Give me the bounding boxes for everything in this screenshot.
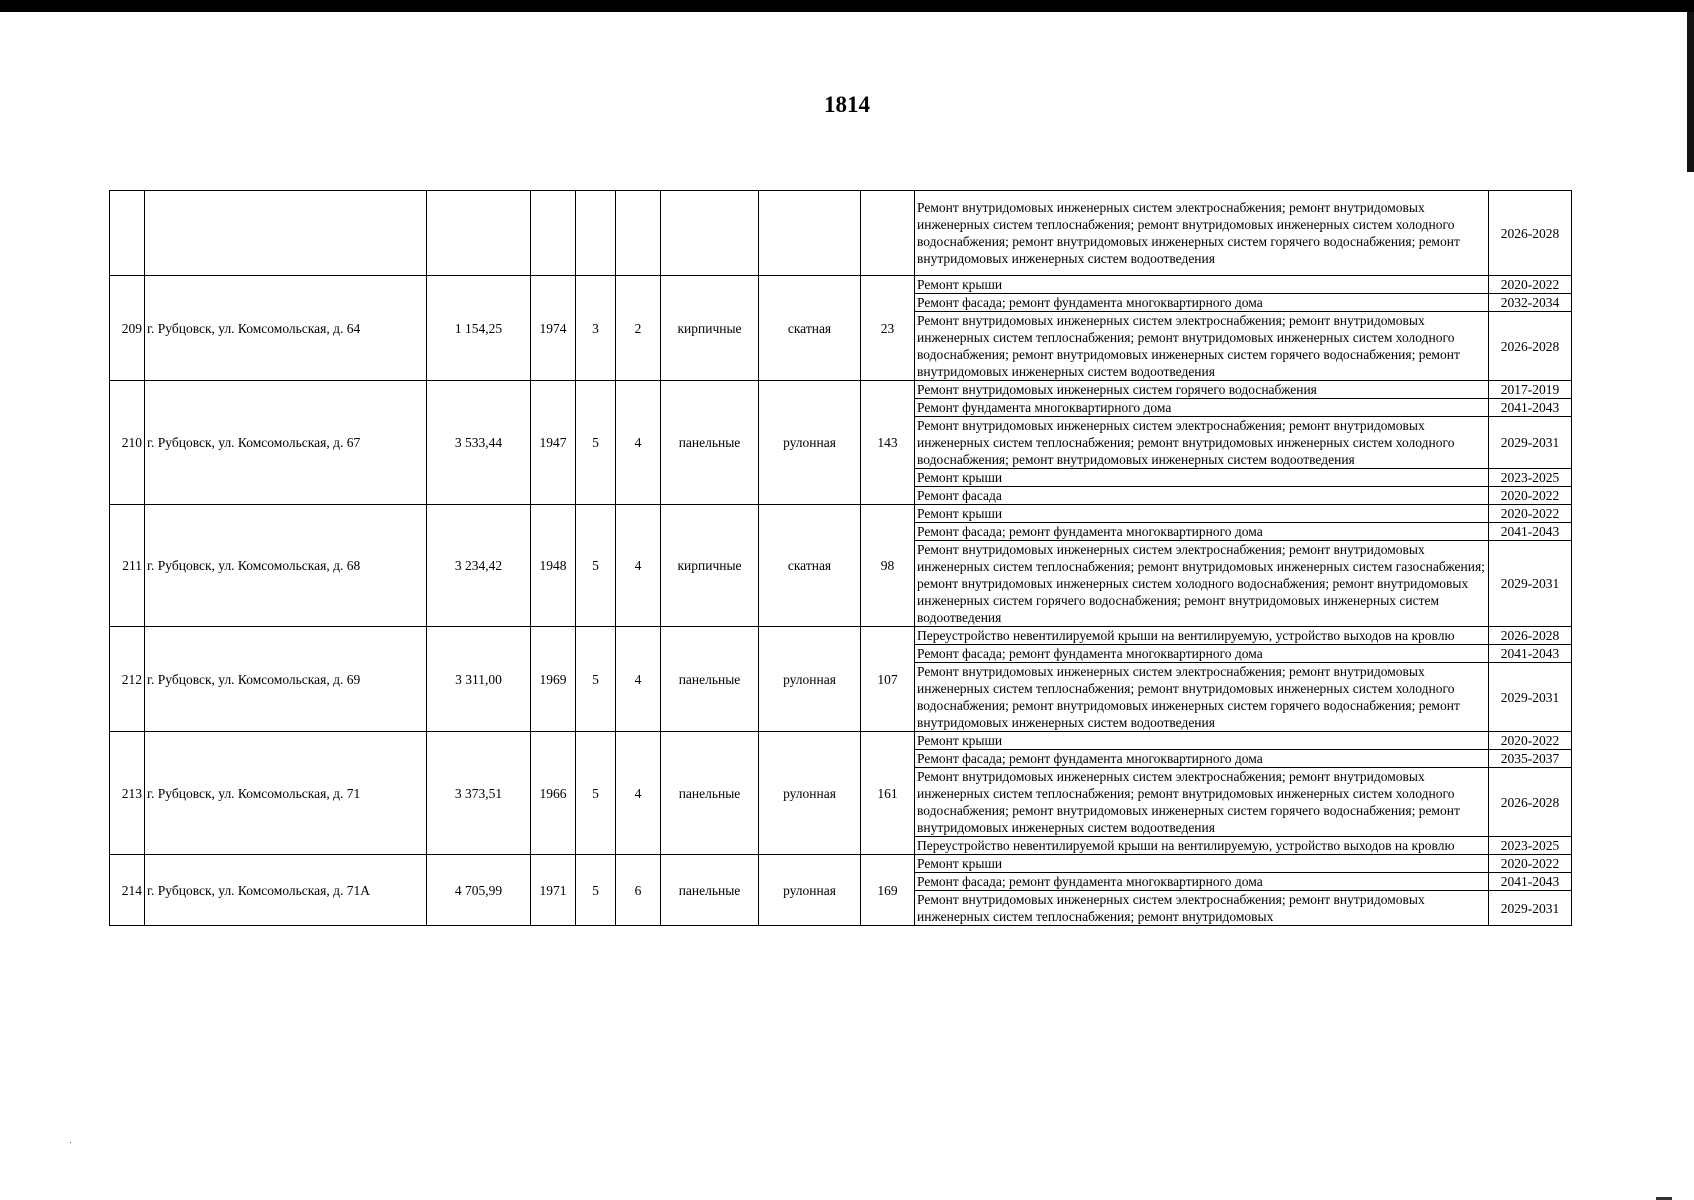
total-area: 1 154,25 <box>427 276 531 381</box>
row-number: 209 <box>110 276 145 381</box>
work-period: 2023-2025 <box>1489 837 1572 855</box>
row-number: 213 <box>110 732 145 855</box>
build-year: 1948 <box>531 505 576 627</box>
total-area: 3 533,44 <box>427 381 531 505</box>
empty-cell <box>427 191 531 276</box>
total-area: 3 234,42 <box>427 505 531 627</box>
work-period: 2029-2031 <box>1489 663 1572 732</box>
work-period: 2026-2028 <box>1489 312 1572 381</box>
building-address: г. Рубцовск, ул. Комсомольская, д. 64 <box>145 276 427 381</box>
work-period: 2026-2028 <box>1489 191 1572 276</box>
scan-speck <box>70 1142 71 1143</box>
work-period: 2041-2043 <box>1489 523 1572 541</box>
roof-type: рулонная <box>759 381 861 505</box>
work-period: 2017-2019 <box>1489 381 1572 399</box>
roof-type: скатная <box>759 276 861 381</box>
housing-repair-table <box>109 190 1572 926</box>
entrance-count: 4 <box>616 732 661 855</box>
work-period: 2041-2043 <box>1489 399 1572 417</box>
work-description: Ремонт крыши <box>915 855 1489 873</box>
building-address: г. Рубцовск, ул. Комсомольская, д. 71А <box>145 855 427 926</box>
row-number: 214 <box>110 855 145 926</box>
table-body <box>110 191 1572 926</box>
wall-material: панельные <box>661 381 759 505</box>
wall-material: панельные <box>661 732 759 855</box>
floor-count: 3 <box>576 276 616 381</box>
entrance-count: 6 <box>616 855 661 926</box>
resident-count: 161 <box>861 732 915 855</box>
empty-cell <box>759 191 861 276</box>
page-number: 1814 <box>824 92 870 117</box>
work-period: 2029-2031 <box>1489 541 1572 627</box>
table-row <box>110 191 1572 276</box>
roof-type: рулонная <box>759 627 861 732</box>
empty-cell <box>616 191 661 276</box>
roof-type: скатная <box>759 505 861 627</box>
work-period: 2020-2022 <box>1489 855 1572 873</box>
resident-count: 98 <box>861 505 915 627</box>
work-description: Ремонт внутридомовых инженерных систем электроснабжения; ремонт внутридомовых инженерных систем теплоснабжения; ремонт внутридомовых <box>915 891 1489 926</box>
work-description: Ремонт крыши <box>915 276 1489 294</box>
table-row <box>110 855 1572 873</box>
floor-count: 5 <box>576 627 616 732</box>
entrance-count: 2 <box>616 276 661 381</box>
total-area: 4 705,99 <box>427 855 531 926</box>
work-description: Ремонт фасада; ремонт фундамента многоквартирного дома <box>915 645 1489 663</box>
build-year: 1971 <box>531 855 576 926</box>
work-period: 2020-2022 <box>1489 276 1572 294</box>
entrance-count: 4 <box>616 505 661 627</box>
total-area: 3 311,00 <box>427 627 531 732</box>
work-period: 2026-2028 <box>1489 768 1572 837</box>
resident-count: 169 <box>861 855 915 926</box>
build-year: 1974 <box>531 276 576 381</box>
building-address: г. Рубцовск, ул. Комсомольская, д. 71 <box>145 732 427 855</box>
empty-cell <box>145 191 427 276</box>
entrance-count: 4 <box>616 381 661 505</box>
work-period: 2020-2022 <box>1489 505 1572 523</box>
work-period: 2041-2043 <box>1489 645 1572 663</box>
empty-cell <box>576 191 616 276</box>
resident-count: 107 <box>861 627 915 732</box>
work-period: 2020-2022 <box>1489 732 1572 750</box>
work-period: 2029-2031 <box>1489 417 1572 469</box>
work-period: 2023-2025 <box>1489 469 1572 487</box>
entrance-count: 4 <box>616 627 661 732</box>
floor-count: 5 <box>576 855 616 926</box>
work-description: Ремонт крыши <box>915 505 1489 523</box>
table-row <box>110 276 1572 294</box>
work-description: Ремонт фасада <box>915 487 1489 505</box>
table-row <box>110 381 1572 399</box>
row-number: 212 <box>110 627 145 732</box>
empty-cell <box>531 191 576 276</box>
work-description: Ремонт фасада; ремонт фундамента многоквартирного дома <box>915 873 1489 891</box>
work-description: Ремонт фундамента многоквартирного дома <box>915 399 1489 417</box>
work-description: Ремонт фасада; ремонт фундамента многоквартирного дома <box>915 523 1489 541</box>
building-address: г. Рубцовск, ул. Комсомольская, д. 68 <box>145 505 427 627</box>
scan-top-border <box>0 0 1694 12</box>
work-description: Ремонт внутридомовых инженерных систем электроснабжения; ремонт внутридомовых инженерных систем теплоснабжения; ремонт внутридомовых инженерных систем холодного водоснабжения; ремонт внутридомовых инженерных систем горячего водоснабжения; ремонт внутридомовых инженерных систем водоотведения <box>915 191 1489 276</box>
building-address: г. Рубцовск, ул. Комсомольская, д. 69 <box>145 627 427 732</box>
work-period: 2032-2034 <box>1489 294 1572 312</box>
build-year: 1966 <box>531 732 576 855</box>
work-description: Ремонт фасада; ремонт фундамента многоквартирного дома <box>915 750 1489 768</box>
building-address: г. Рубцовск, ул. Комсомольская, д. 67 <box>145 381 427 505</box>
work-period: 2020-2022 <box>1489 487 1572 505</box>
floor-count: 5 <box>576 381 616 505</box>
work-description: Переустройство невентилируемой крыши на вентилируемую, устройство выходов на кровлю <box>915 837 1489 855</box>
floor-count: 5 <box>576 505 616 627</box>
roof-type: рулонная <box>759 855 861 926</box>
build-year: 1969 <box>531 627 576 732</box>
work-description: Ремонт внутридомовых инженерных систем горячего водоснабжения <box>915 381 1489 399</box>
work-description: Ремонт крыши <box>915 732 1489 750</box>
work-period: 2029-2031 <box>1489 891 1572 926</box>
work-period: 2035-2037 <box>1489 750 1572 768</box>
work-period: 2041-2043 <box>1489 873 1572 891</box>
row-number: 211 <box>110 505 145 627</box>
work-description: Ремонт внутридомовых инженерных систем электроснабжения; ремонт внутридомовых инженерных систем теплоснабжения; ремонт внутридомовых инженерных систем холодного водоснабжения; ремонт внутридомовых инженерных систем водоотведения <box>915 417 1489 469</box>
work-description: Ремонт крыши <box>915 469 1489 487</box>
empty-cell <box>661 191 759 276</box>
floor-count: 5 <box>576 732 616 855</box>
work-description: Ремонт внутридомовых инженерных систем электроснабжения; ремонт внутридомовых инженерных систем теплоснабжения; ремонт внутридомовых инженерных систем холодного водоснабжения; ремонт внутридомовых инженерных систем горячего водоснабжения; ремонт внутридомовых инженерных систем водоотведения <box>915 312 1489 381</box>
row-number: 210 <box>110 381 145 505</box>
work-description: Ремонт внутридомовых инженерных систем электроснабжения; ремонт внутридомовых инженерных систем теплоснабжения; ремонт внутридомовых инженерных систем холодного водоснабжения; ремонт внутридомовых инженерных систем горячего водоснабжения; ремонт внутридомовых инженерных систем водоотведения <box>915 663 1489 732</box>
table-row <box>110 732 1572 750</box>
wall-material: панельные <box>661 855 759 926</box>
table-row <box>110 627 1572 645</box>
build-year: 1947 <box>531 381 576 505</box>
empty-cell <box>861 191 915 276</box>
roof-type: рулонная <box>759 732 861 855</box>
wall-material: кирпичные <box>661 276 759 381</box>
wall-material: панельные <box>661 627 759 732</box>
wall-material: кирпичные <box>661 505 759 627</box>
table-row <box>110 505 1572 523</box>
total-area: 3 373,51 <box>427 732 531 855</box>
empty-cell <box>110 191 145 276</box>
work-description: Ремонт внутридомовых инженерных систем электроснабжения; ремонт внутридомовых инженерных систем теплоснабжения; ремонт внутридомовых инженерных систем холодного водоснабжения; ремонт внутридомовых инженерных систем горячего водоснабжения; ремонт внутридомовых инженерных систем водоотведения <box>915 768 1489 837</box>
work-period: 2026-2028 <box>1489 627 1572 645</box>
work-description: Ремонт внутридомовых инженерных систем электроснабжения; ремонт внутридомовых инженерных систем теплоснабжения; ремонт внутридомовых инженерных систем газоснабжения; ремонт внутридомовых инженерных систем холодного водоснабжения; ремонт внутридомовых инженерных систем горячего водоснабжения; ремонт внутридомовых инженерных систем водоотведения <box>915 541 1489 627</box>
work-description: Переустройство невентилируемой крыши на вентилируемую, устройство выходов на кровлю <box>915 627 1489 645</box>
resident-count: 23 <box>861 276 915 381</box>
resident-count: 143 <box>861 381 915 505</box>
work-description: Ремонт фасада; ремонт фундамента многоквартирного дома <box>915 294 1489 312</box>
